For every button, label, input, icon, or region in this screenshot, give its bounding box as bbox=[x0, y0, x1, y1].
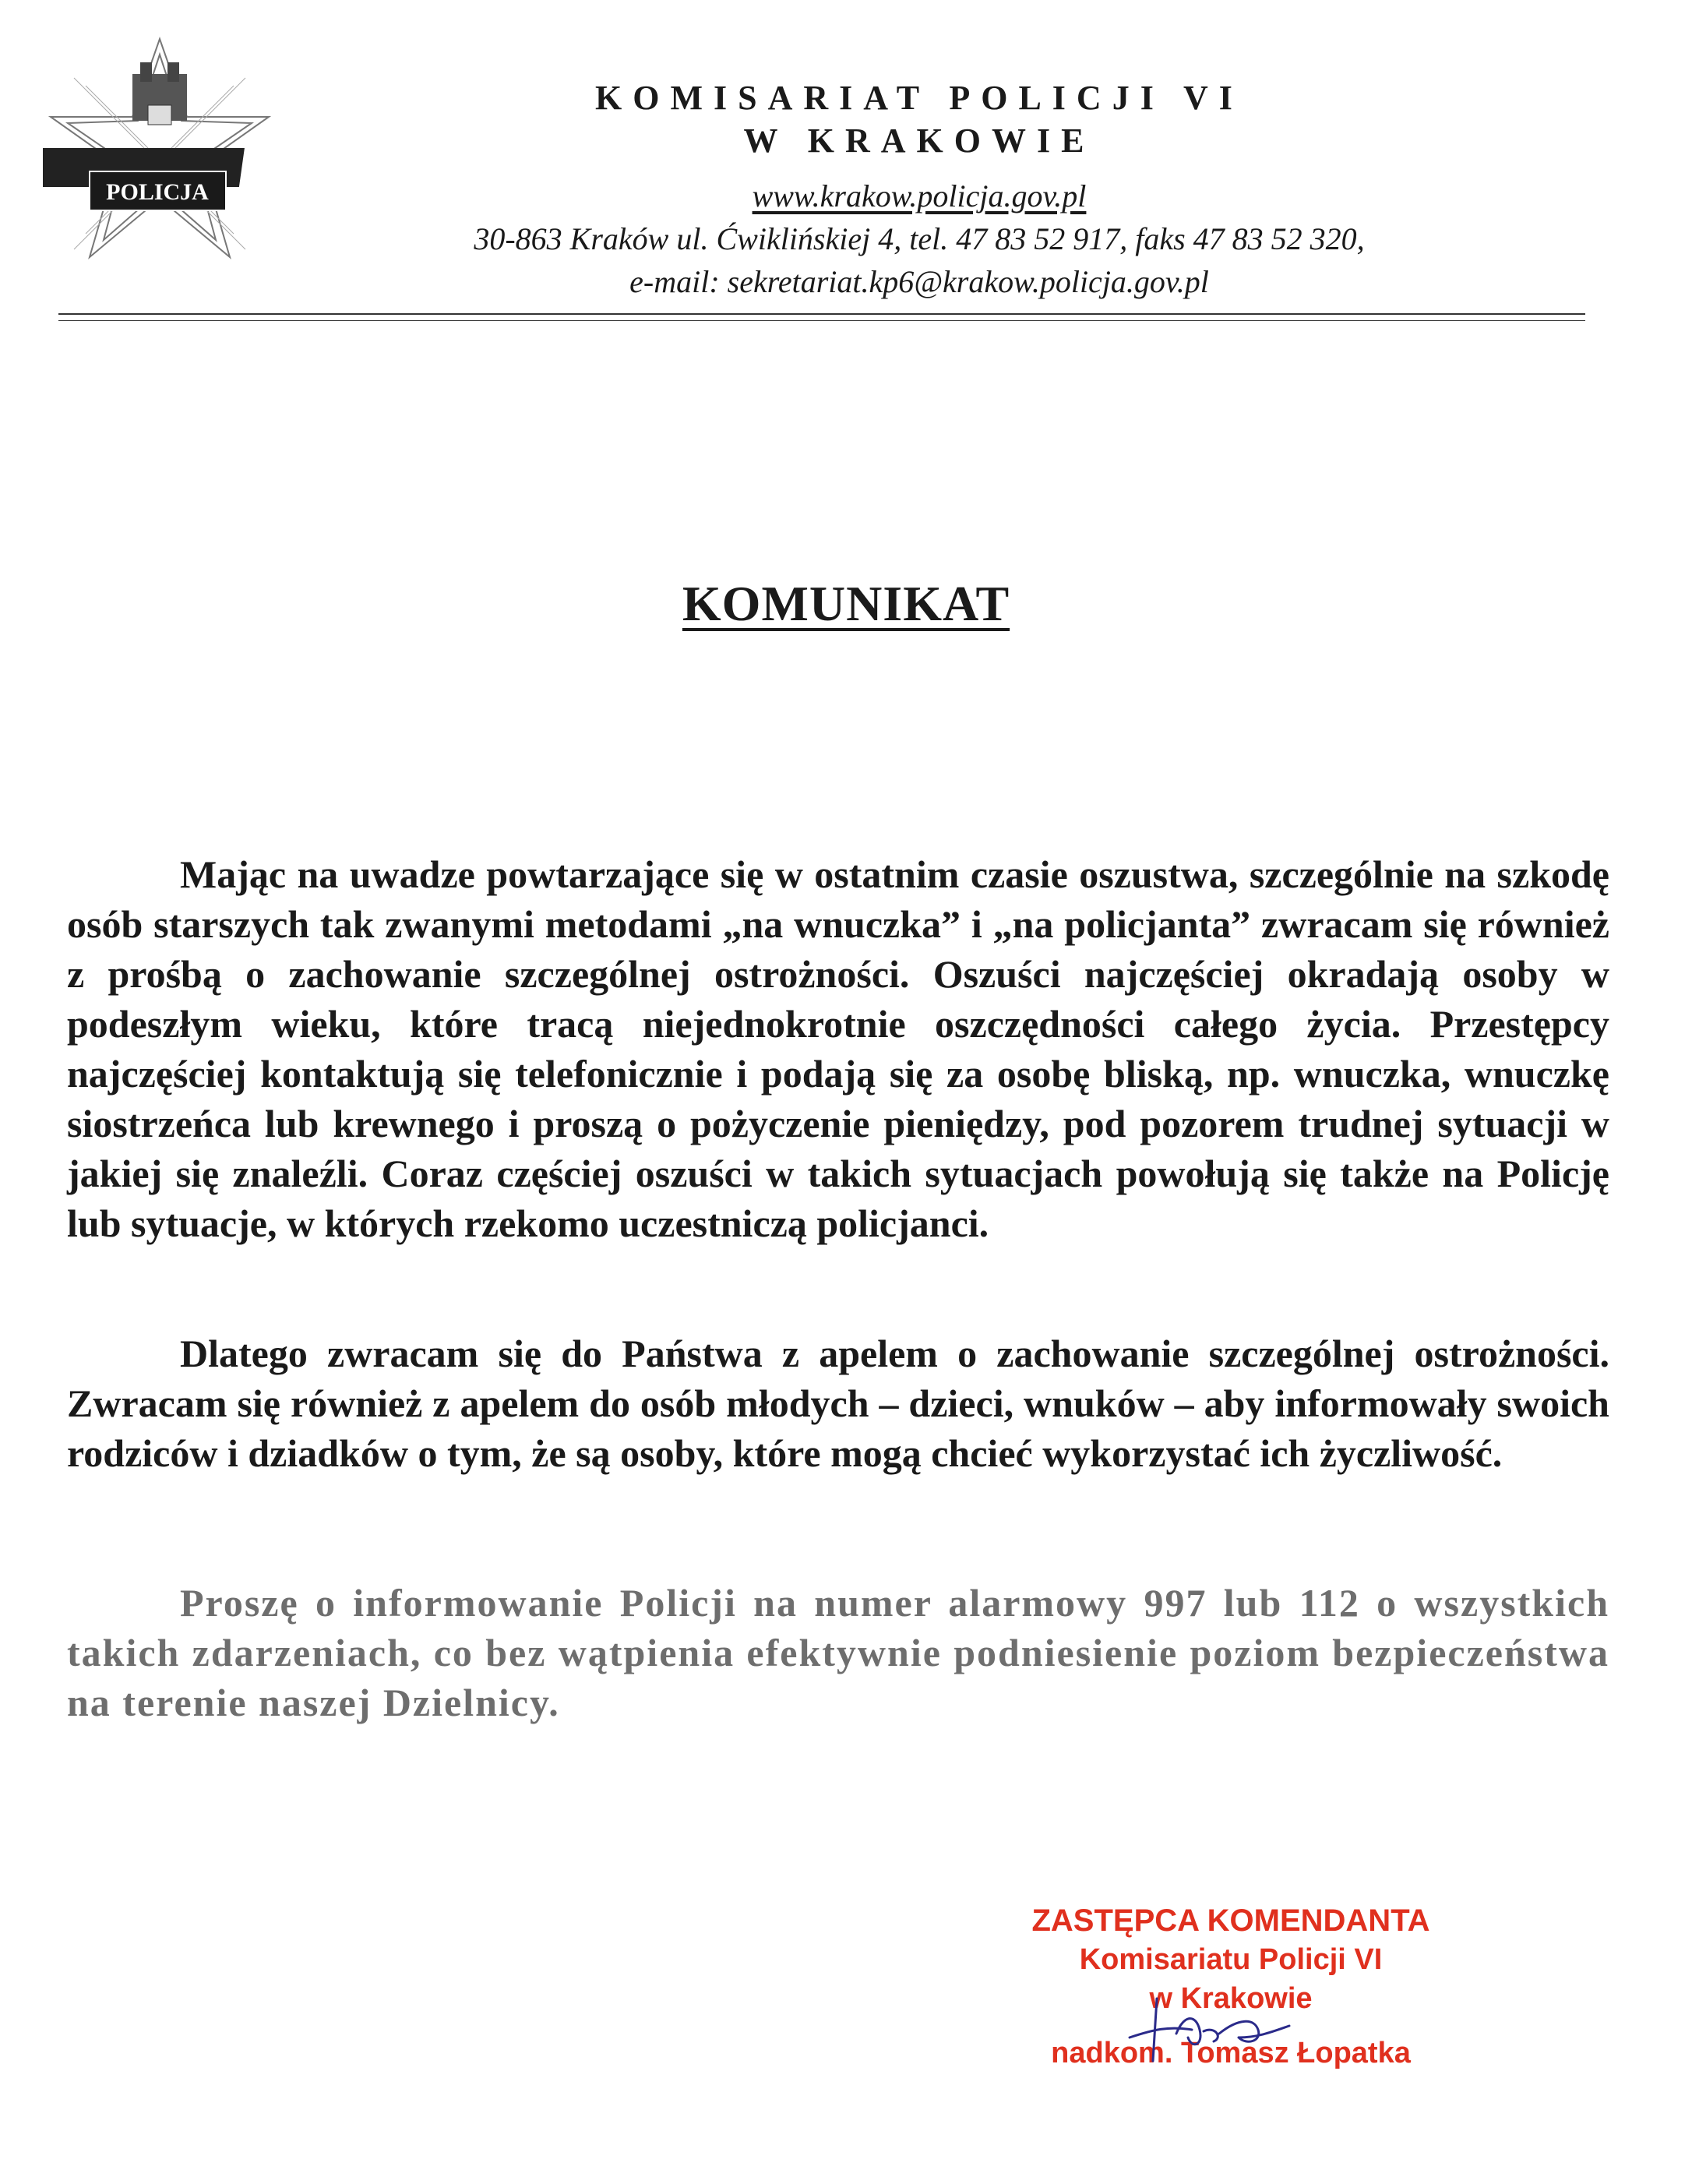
header-title: KOMISARIAT POLICJI VI bbox=[595, 79, 1243, 117]
header-address: 30-863 Kraków ul. Ćwiklińskiej 4, tel. 47 83 52 917, faks 47 83 52 320, bbox=[474, 221, 1365, 256]
stamp-position: ZASTĘPCA KOMENDANTA bbox=[1031, 1904, 1430, 1938]
police-star-emblem-icon bbox=[43, 31, 277, 288]
document-title: KOMUNIKAT bbox=[682, 576, 1010, 631]
handwritten-signature bbox=[1122, 1983, 1293, 2069]
body-paragraph-3: Proszę o informowanie Policji na numer alarmowy 997 lub 112 o wszystkich takich zdarzeniach, co bez wątpienia efektywnie podniesienie poziom bezpieczeństwa na terenie naszej Dzielnicy. bbox=[67, 1581, 1609, 1724]
logo-text: POLICJA bbox=[106, 179, 209, 205]
stamp-city: w Krakowie bbox=[1149, 1982, 1313, 2015]
header-email[interactable]: e-mail: sekretariat.kp6@krakow.policja.gov.pl bbox=[629, 264, 1209, 299]
stamp-unit: Komisariatu Policji VI bbox=[1079, 1943, 1383, 1976]
body-paragraph-2: Dlatego zwracam się do Państwa z apelem o zachowanie szczególnej ostrożności. Zwracam się również z apelem do osób młodych – dzieci, wnuków – aby informowały swoich rodziców i dziadków o tym, że są osoby, które mogą chcieć wykorzystać ich życzliwość. bbox=[67, 1332, 1609, 1475]
header-divider-thin bbox=[58, 320, 1585, 321]
header-subtitle: W KRAKOWIE bbox=[743, 122, 1095, 160]
stamp-name: nadkom. Tomasz Łopatka bbox=[1051, 2037, 1411, 2069]
header-website-link[interactable]: www.krakow.policja.gov.pl bbox=[752, 178, 1087, 213]
body-paragraph-1: Mając na uwadze powtarzające się w ostatnim czasie oszustwa, szczególnie na szkodę osób starszych tak zwanymi metodami „na wnuczka” i „na policjanta” zwracam się również z prośbą o zachowanie szczególnej ostrożności. Oszuści najczęściej okradają osoby w podeszłym wieku, które tracą niejednokrotnie oszczędności całego życia. Przestępcy najczęściej kontaktują się telefonicznie i podają się za osobę bliską, np. wnuczka, wnuczkę siostrzeńca lub krewnego i proszą o pożyczenie pieniędzy, pod pozorem trudnej sytuacji w jakiej się znaleźli. Coraz częściej oszuści w takich sytuacjach powołują się także na Policję lub sytuacje, w których rzekomo uczestniczą policjanci. bbox=[67, 852, 1609, 1245]
header-divider bbox=[58, 313, 1585, 315]
